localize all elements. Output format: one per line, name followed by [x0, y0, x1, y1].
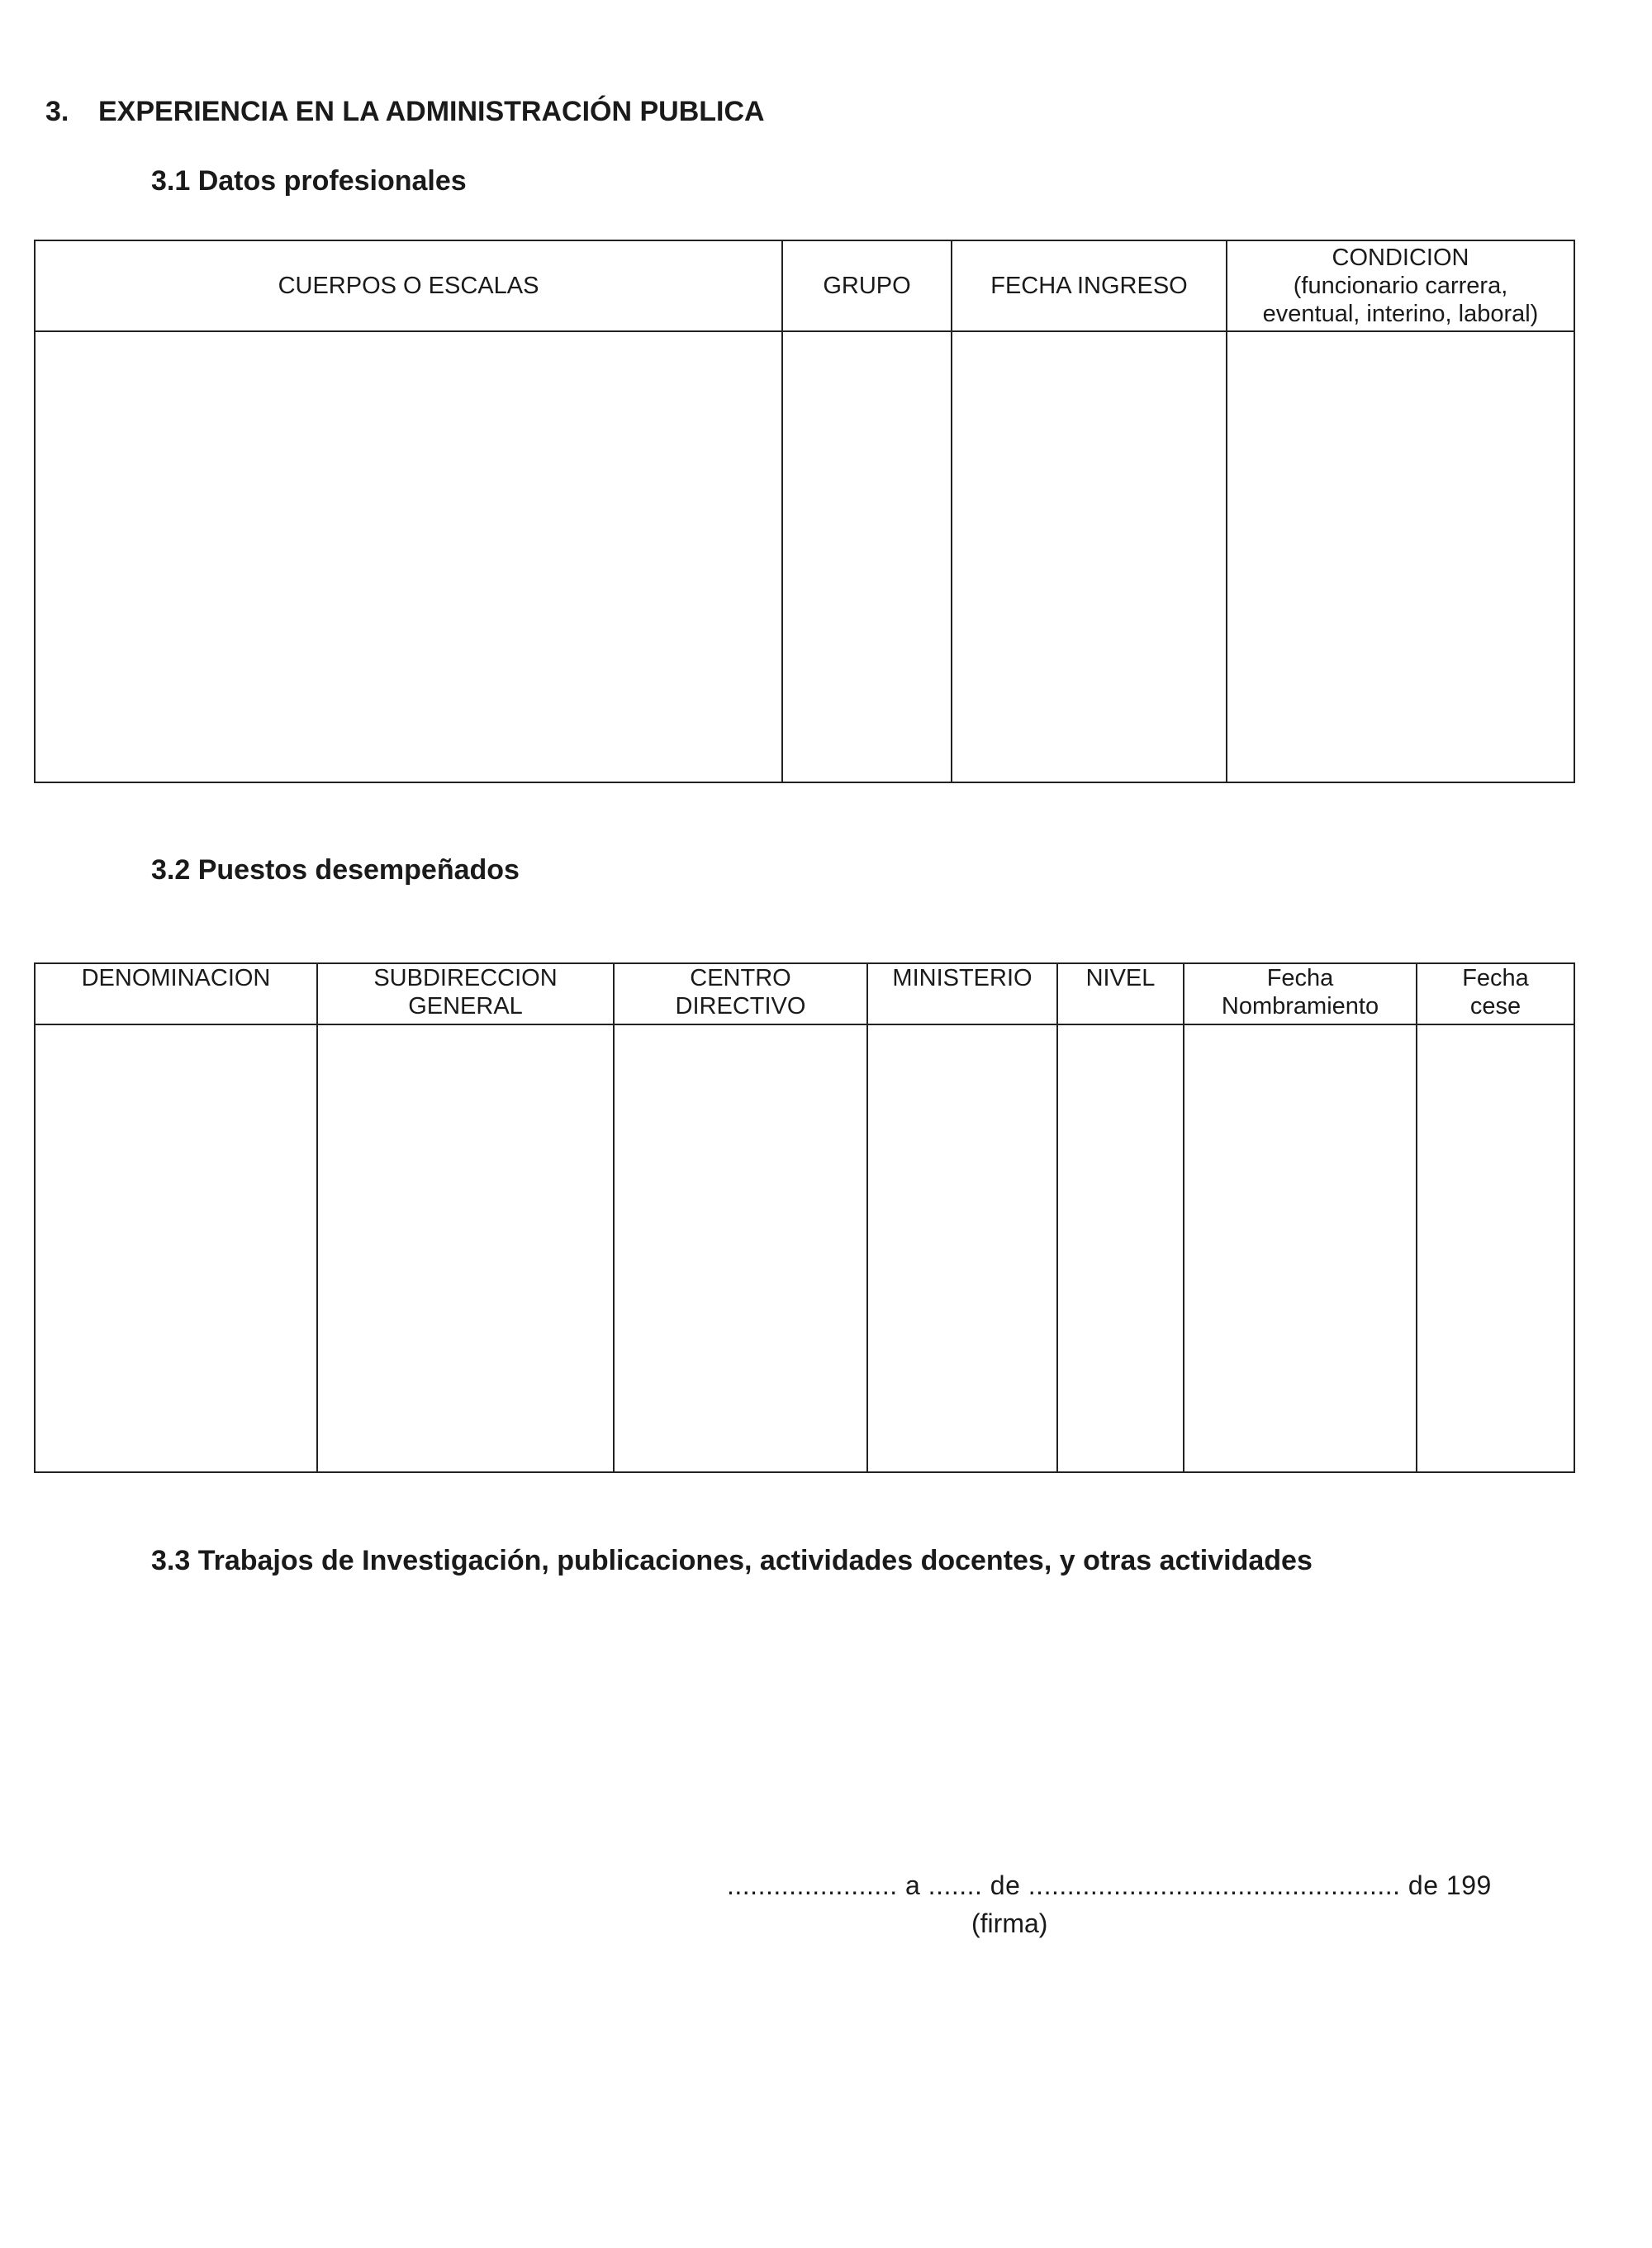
place-blank[interactable]: ...................... — [727, 1870, 898, 1900]
header-condicion-line3: eventual, interino, laboral) — [1262, 301, 1539, 327]
header-line: DIRECTIVO — [675, 993, 806, 1019]
header-fecha-nombramiento — [1184, 963, 1417, 1024]
cell-nivel[interactable] — [1057, 1024, 1184, 1472]
table-row — [35, 331, 1574, 782]
month-blank[interactable]: ................................................ — [1028, 1870, 1401, 1900]
puestos-table — [34, 962, 1575, 1473]
firma-label: (firma) — [971, 1908, 1048, 1938]
header-line: NIVEL — [1085, 965, 1156, 991]
datos-profesionales-table — [34, 240, 1575, 783]
header-line: Fecha — [1266, 965, 1334, 991]
cell-subdireccion-general[interactable] — [317, 1024, 614, 1472]
cell-ministerio[interactable] — [867, 1024, 1057, 1472]
cell-centro-directivo[interactable] — [614, 1024, 867, 1472]
header-line: MINISTERIO — [892, 965, 1032, 991]
subsection-title-puestos: 3.2 Puestos desempeñados — [151, 854, 520, 886]
header-condicion-line2: (funcionario carrera, — [1293, 273, 1508, 299]
table-row — [35, 1024, 1574, 1472]
section-title: EXPERIENCIA EN LA ADMINISTRACIÓN PUBLICA — [98, 96, 765, 127]
cell-fecha-nombramiento[interactable] — [1184, 1024, 1417, 1472]
cell-fecha-cese[interactable] — [1417, 1024, 1574, 1472]
cell-cuerpos-escalas[interactable] — [35, 331, 782, 782]
subsection-title-datos-profesionales: 3.1 Datos profesionales — [151, 165, 467, 197]
section-number: 3. — [45, 96, 69, 127]
cell-fecha-ingreso[interactable] — [952, 331, 1227, 782]
table-header-row — [35, 963, 1574, 1024]
header-line: DENOMINACION — [81, 965, 271, 991]
header-line: SUBDIRECCION — [373, 965, 558, 991]
subsection-title-trabajos: 3.3 Trabajos de Investigación, publicaciones, actividades docentes, y otras actividades — [151, 1545, 1313, 1576]
header-fecha-ingreso: FECHA INGRESO — [952, 240, 1227, 331]
cell-condicion[interactable] — [1227, 331, 1574, 782]
section-heading — [45, 96, 765, 128]
table-header-row — [35, 240, 1574, 331]
header-condicion-line1: CONDICION — [1332, 245, 1469, 271]
cell-denominacion[interactable] — [35, 1024, 317, 1472]
year-text: de 199 — [1408, 1870, 1492, 1900]
cell-grupo[interactable] — [782, 331, 952, 782]
a-text: a — [904, 1870, 921, 1900]
de-text: de — [990, 1870, 1021, 1900]
header-cuerpos-escalas: CUERPOS O ESCALAS — [35, 240, 782, 331]
header-fecha-cese — [1417, 963, 1574, 1024]
header-subdireccion-general — [317, 963, 614, 1024]
header-denominacion — [35, 963, 317, 1024]
header-condicion — [1227, 240, 1574, 331]
header-centro-directivo — [614, 963, 867, 1024]
header-line: GENERAL — [408, 993, 523, 1019]
header-grupo: GRUPO — [782, 240, 952, 331]
header-line: Nombramiento — [1221, 993, 1379, 1019]
header-line: Fecha — [1462, 965, 1529, 991]
day-blank[interactable]: ....... — [928, 1870, 983, 1900]
header-line: CENTRO — [690, 965, 791, 991]
header-line: cese — [1469, 993, 1521, 1019]
header-nivel — [1057, 963, 1184, 1024]
header-ministerio — [867, 963, 1057, 1024]
signature-date-line — [727, 1870, 1492, 1901]
